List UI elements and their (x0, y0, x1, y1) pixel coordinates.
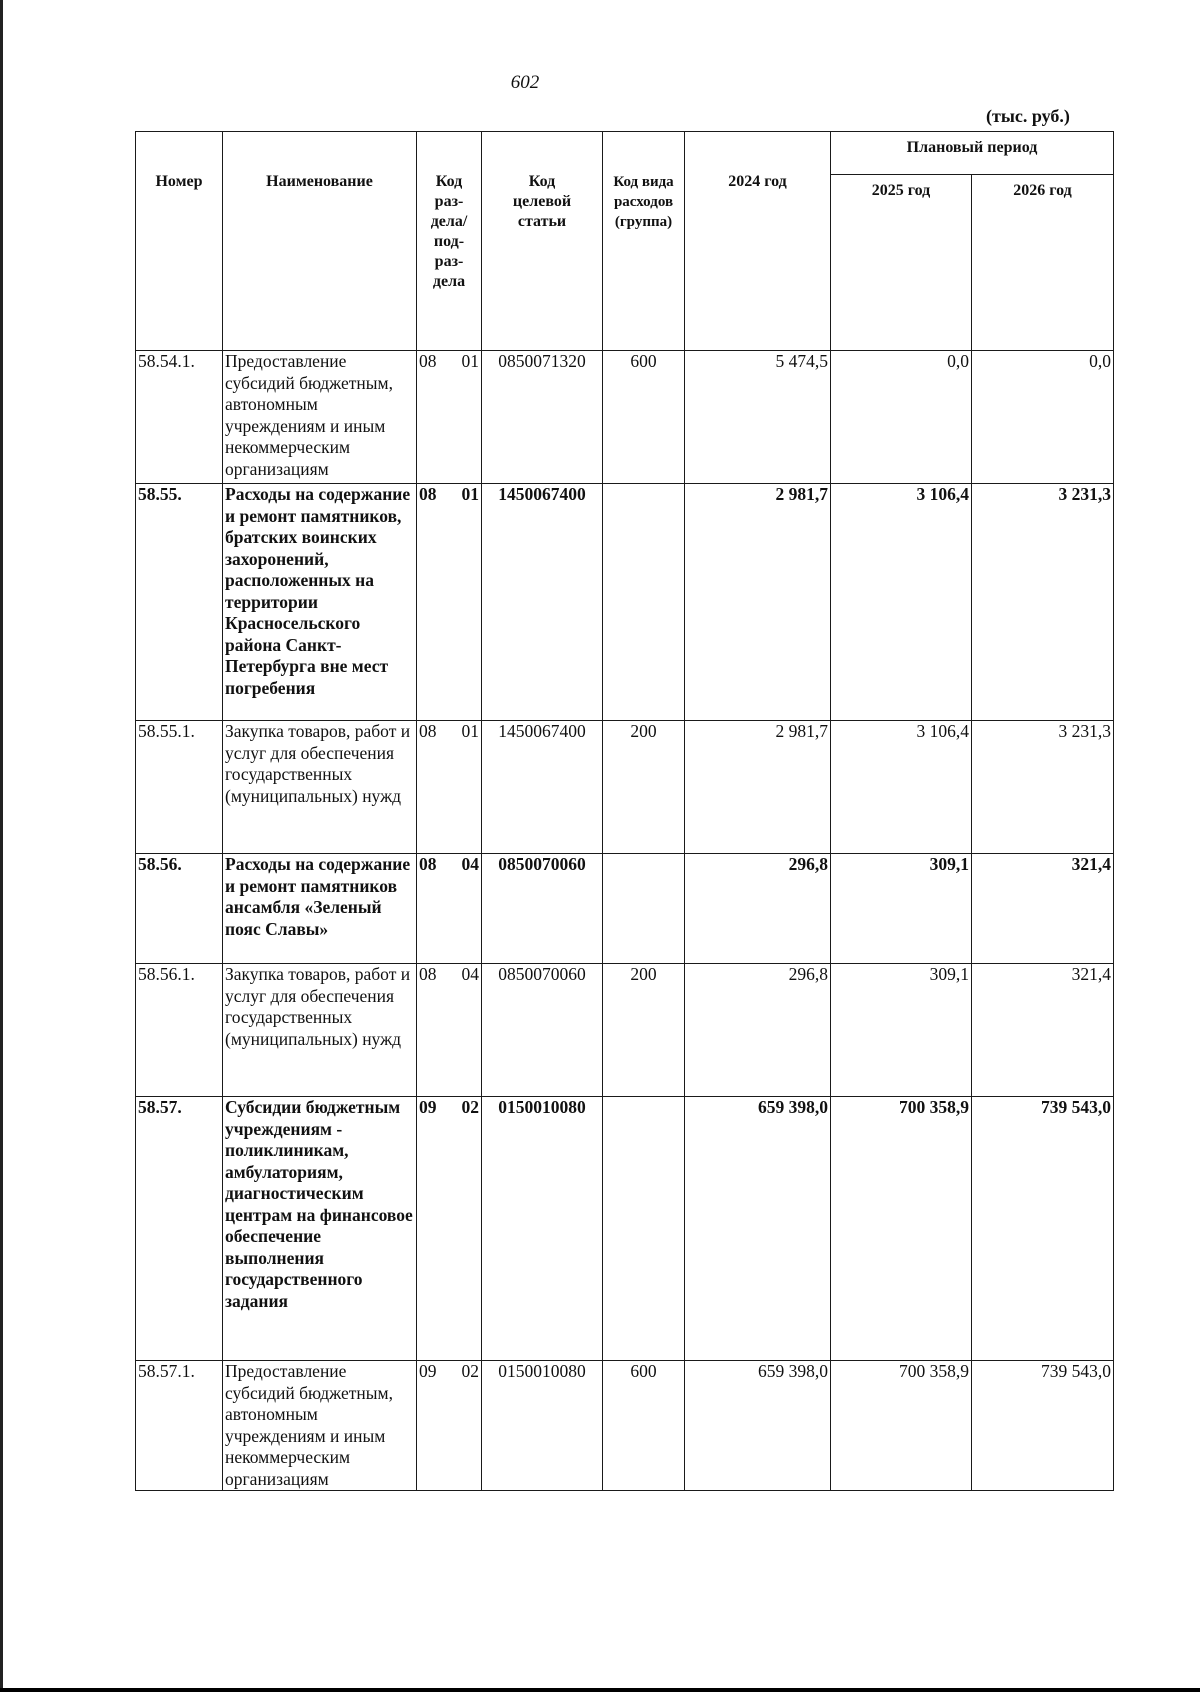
table-row (136, 484, 1114, 721)
row-number: 58.57. (136, 1097, 223, 1361)
section-codes (419, 721, 479, 743)
section-codes (419, 1097, 479, 1119)
row-value-2026: 739 543,0 (972, 1361, 1114, 1491)
row-section (417, 1097, 482, 1361)
row-value-2025: 3 106,4 (831, 721, 972, 854)
row-value-2026: 3 231,3 (972, 484, 1114, 721)
row-value-2024: 296,8 (685, 964, 831, 1097)
row-value-2026: 321,4 (972, 854, 1114, 964)
section-code: 09 (419, 1097, 437, 1117)
row-name: Закупка товаров, работ и услуг для обеспечения государственных (муниципальных) нужд (223, 964, 417, 1097)
row-section (417, 484, 482, 721)
scan-edge-left (0, 0, 3, 1692)
section-codes (419, 854, 479, 876)
section-codes (419, 964, 479, 986)
section-code: 09 (419, 1361, 437, 1381)
section-code: 08 (419, 484, 437, 504)
section-code: 08 (419, 721, 437, 741)
table-row (136, 721, 1114, 854)
subsection-code: 04 (461, 964, 479, 984)
row-section (417, 854, 482, 964)
row-name: Предоставление субсидий бюджетным, автономным учреждениям и иным некоммерческим организациям (223, 1361, 417, 1491)
row-value-2025: 0,0 (831, 351, 972, 484)
row-value-2024: 2 981,7 (685, 721, 831, 854)
section-code: 08 (419, 964, 437, 984)
row-value-2024: 659 398,0 (685, 1097, 831, 1361)
row-expense-code (603, 854, 685, 964)
page-number: 602 (510, 72, 540, 93)
row-target-code: 1450067400 (482, 721, 603, 854)
row-target-code: 0150010080 (482, 1361, 603, 1491)
header-year-2024: 2024 год (685, 132, 831, 351)
units-label: (тыс. руб.) (986, 106, 1070, 126)
row-name: Расходы на содержание и ремонт памятников ансамбля «Зеленый пояс Славы» (223, 854, 417, 964)
row-expense-code: 600 (603, 351, 685, 484)
row-section (417, 351, 482, 484)
row-number: 58.55.1. (136, 721, 223, 854)
subsection-code: 01 (461, 351, 479, 371)
table-row (136, 964, 1114, 1097)
row-expense-code: 200 (603, 721, 685, 854)
header-section: Код раз- дела/ под- раз- дела (417, 132, 482, 351)
header-year-2026: 2026 год (972, 175, 1114, 351)
header-number: Номер (136, 132, 223, 351)
table-row (136, 351, 1114, 484)
budget-table (135, 131, 1114, 1491)
row-value-2026: 321,4 (972, 964, 1114, 1097)
row-number: 58.54.1. (136, 351, 223, 484)
row-expense-code (603, 1097, 685, 1361)
row-value-2025: 700 358,9 (831, 1097, 972, 1361)
row-name: Закупка товаров, работ и услуг для обеспечения государственных (муниципальных) нужд (223, 721, 417, 854)
row-target-code: 0150010080 (482, 1097, 603, 1361)
subsection-code: 02 (461, 1361, 479, 1381)
row-value-2024: 2 981,7 (685, 484, 831, 721)
row-target-code: 0850070060 (482, 964, 603, 1097)
table-row (136, 1097, 1114, 1361)
header-year-2025: 2025 год (831, 175, 972, 351)
row-value-2024: 659 398,0 (685, 1361, 831, 1491)
row-name: Предоставление субсидий бюджетным, автономным учреждениям и иным некоммерческим организациям (223, 351, 417, 484)
row-target-code: 0850070060 (482, 854, 603, 964)
row-value-2025: 700 358,9 (831, 1361, 972, 1491)
row-name: Расходы на содержание и ремонт памятников, братских воинских захоронений, расположенных на территории Красносельского района Санкт-Петербурга вне мест погребения (223, 484, 417, 721)
row-value-2026: 3 231,3 (972, 721, 1114, 854)
row-value-2026: 0,0 (972, 351, 1114, 484)
row-expense-code (603, 484, 685, 721)
table-body (136, 351, 1114, 1491)
row-value-2024: 5 474,5 (685, 351, 831, 484)
section-codes (419, 484, 479, 506)
section-code: 08 (419, 854, 437, 874)
row-number: 58.57.1. (136, 1361, 223, 1491)
row-target-code: 0850071320 (482, 351, 603, 484)
subsection-code: 04 (461, 854, 479, 874)
row-section (417, 721, 482, 854)
row-section (417, 964, 482, 1097)
row-target-code: 1450067400 (482, 484, 603, 721)
row-name: Субсидии бюджетным учреждениям - поликлиникам, амбулаториям, диагностическим центрам на финансовое обеспечение выполнения государственного задания (223, 1097, 417, 1361)
header-row (136, 132, 1114, 175)
header-planned-period: Плановый период (831, 132, 1114, 175)
section-code: 08 (419, 351, 437, 371)
row-number: 58.55. (136, 484, 223, 721)
row-section (417, 1361, 482, 1491)
section-codes (419, 1361, 479, 1383)
subsection-code: 02 (461, 1097, 479, 1117)
table-row (136, 1361, 1114, 1491)
table-row (136, 854, 1114, 964)
header-target: Код целевой статьи (482, 132, 603, 351)
header-expense: Код вида расходов (группа) (603, 132, 685, 351)
section-codes (419, 351, 479, 373)
row-expense-code: 200 (603, 964, 685, 1097)
row-value-2025: 309,1 (831, 854, 972, 964)
row-value-2025: 309,1 (831, 964, 972, 1097)
row-value-2026: 739 543,0 (972, 1097, 1114, 1361)
scan-edge-bottom (0, 1688, 1200, 1692)
row-value-2024: 296,8 (685, 854, 831, 964)
row-number: 58.56.1. (136, 964, 223, 1097)
row-expense-code: 600 (603, 1361, 685, 1491)
subsection-code: 01 (461, 721, 479, 741)
row-number: 58.56. (136, 854, 223, 964)
header-name: Наименование (223, 132, 417, 351)
subsection-code: 01 (461, 484, 479, 504)
row-value-2025: 3 106,4 (831, 484, 972, 721)
